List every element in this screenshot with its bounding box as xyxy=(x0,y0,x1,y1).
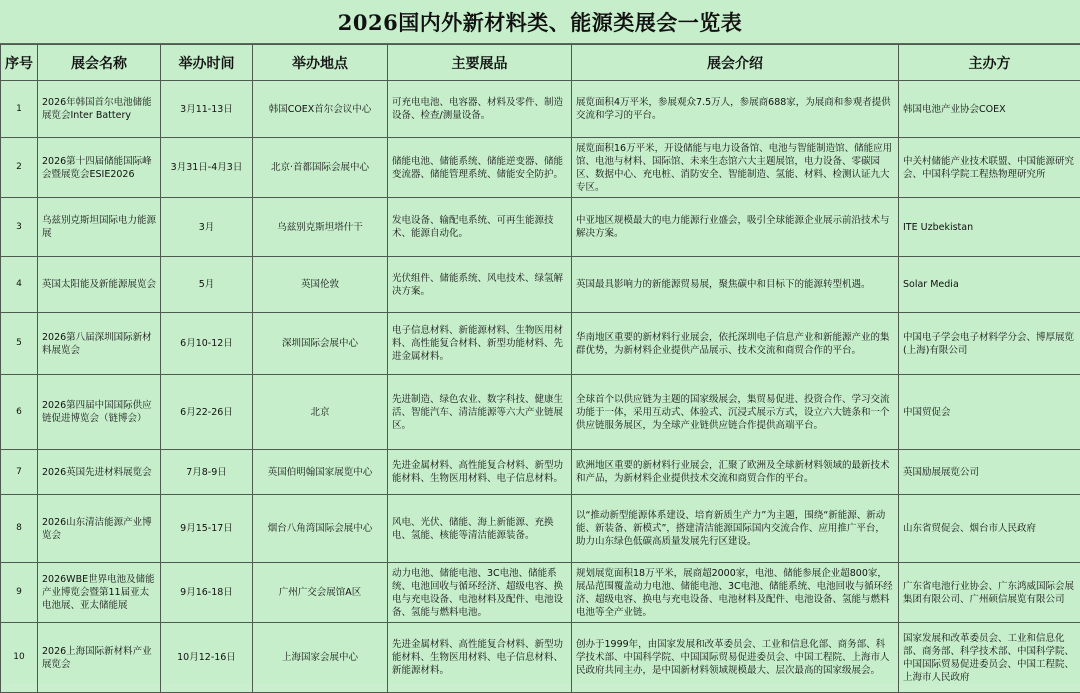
cell-intro: 创办于1999年，由国家发展和改革委员会、工业和信息化部、商务部、科学技术部、中国科学院、中国国际贸易促进委员会、中国工程院、上海市人民政府共同主办，是中国新材料领域规模最大、层次最高的国家级展会。 xyxy=(572,623,899,693)
cell-intro: 华南地区重要的新材料行业展会，依托深圳电子信息产业和新能源产业的集群优势，为新材料企业提供产品展示、技术交流和商贸合作的平台。 xyxy=(572,313,899,375)
header-intro: 展会介绍 xyxy=(572,45,899,81)
table-row xyxy=(1,313,1080,375)
cell-intro: 中亚地区规模最大的电力能源行业盛会，吸引全球能源企业展示前沿技术与解决方案。 xyxy=(572,198,899,257)
cell-exhibits: 先进制造、绿色农业、数字科技、健康生活、智能汽车、清洁能源等六大产业链展区。 xyxy=(388,375,572,450)
cell-time: 3月 xyxy=(161,198,253,257)
cell-no: 5 xyxy=(1,313,38,375)
exhibition-table xyxy=(0,44,1080,693)
table-row xyxy=(1,450,1080,495)
table-row xyxy=(1,375,1080,450)
cell-time: 6月22-26日 xyxy=(161,375,253,450)
table-row xyxy=(1,495,1080,563)
cell-name: 2026第八届深圳国际新材料展览会 xyxy=(38,313,161,375)
cell-no: 2 xyxy=(1,138,38,198)
cell-place: 韩国COEX首尔会议中心 xyxy=(253,81,388,138)
cell-no: 1 xyxy=(1,81,38,138)
cell-organizer: 山东省贸促会、烟台市人民政府 xyxy=(899,495,1080,563)
cell-exhibits: 储能电池、储能系统、储能逆变器、储能变流器、储能管理系统、储能安全防护。 xyxy=(388,138,572,198)
cell-intro: 欧洲地区重要的新材料行业展会，汇聚了欧洲及全球新材料领域的最新技术和产品，为新材料企业提供技术交流和商贸合作的平台。 xyxy=(572,450,899,495)
header-no: 序号 xyxy=(1,45,38,81)
cell-exhibits: 电子信息材料、新能源材料、生物医用材料、高性能复合材料、新型功能材料、先进金属材料。 xyxy=(388,313,572,375)
cell-organizer: 中国贸促会 xyxy=(899,375,1080,450)
cell-name: 2026英国先进材料展览会 xyxy=(38,450,161,495)
table-row xyxy=(1,623,1080,693)
header-row xyxy=(1,45,1080,81)
cell-place: 北京 xyxy=(253,375,388,450)
cell-name: 2026WBE世界电池及储能产业博览会暨第11届亚太电池展、亚太储能展 xyxy=(38,563,161,623)
cell-place: 烟台八角湾国际会展中心 xyxy=(253,495,388,563)
cell-intro: 以“推动新型能源体系建设、培育新质生产力”为主题，围绕“新能源、新动能、新装备、新模式”，搭建清洁能源国际国内交流合作、应用推广平台，助力山东绿色低碳高质量发展先行区建设。 xyxy=(572,495,899,563)
cell-place: 广州广交会展馆A区 xyxy=(253,563,388,623)
cell-exhibits: 先进金属材料、高性能复合材料、新型功能材料、生物医用材料、电子信息材料。 xyxy=(388,450,572,495)
header-place: 举办地点 xyxy=(253,45,388,81)
table-row xyxy=(1,257,1080,313)
cell-intro: 英国最具影响力的新能源贸易展，聚焦碳中和目标下的能源转型机遇。 xyxy=(572,257,899,313)
cell-no: 6 xyxy=(1,375,38,450)
cell-time: 10月12-16日 xyxy=(161,623,253,693)
table-row xyxy=(1,138,1080,198)
sheet-title: 2026国内外新材料类、能源类展会一览表 xyxy=(0,0,1080,44)
table-row xyxy=(1,198,1080,257)
cell-place: 英国伯明翰国家展览中心 xyxy=(253,450,388,495)
cell-exhibits: 光伏组件、储能系统、风电技术、绿氢解决方案。 xyxy=(388,257,572,313)
cell-exhibits: 可充电电池、电容器、材料及零件、制造设备、检查/测量设备。 xyxy=(388,81,572,138)
cell-name: 2026第四届中国国际供应链促进博览会（链博会） xyxy=(38,375,161,450)
cell-name: 2026上海国际新材料产业展览会 xyxy=(38,623,161,693)
cell-no: 8 xyxy=(1,495,38,563)
cell-organizer: 广东省电池行业协会、广东鸿威国际会展集团有限公司、广州硕信展览有限公司 xyxy=(899,563,1080,623)
cell-time: 3月31日-4月3日 xyxy=(161,138,253,198)
cell-intro: 规划展览面积18万平米，展商超2000家，电池、储能参展企业超800家，展品范围覆盖动力电池、储能电池、3C电池、储能系统、电池回收与循环经济、超级电容、换电与充电设备、电池材料及配件、电池设备、氢能与燃料电池等全产业链。 xyxy=(572,563,899,623)
cell-exhibits: 风电、光伏、储能、海上新能源、充换电、氢能、核能等清洁能源装备。 xyxy=(388,495,572,563)
cell-time: 5月 xyxy=(161,257,253,313)
cell-organizer: 中关村储能产业技术联盟、中国能源研究会、中国科学院工程热物理研究所 xyxy=(899,138,1080,198)
cell-time: 3月11-13日 xyxy=(161,81,253,138)
cell-place: 英国伦敦 xyxy=(253,257,388,313)
cell-name: 乌兹别克斯坦国际电力能源展 xyxy=(38,198,161,257)
cell-name: 2026第十四届储能国际峰会暨展览会ESIE2026 xyxy=(38,138,161,198)
cell-organizer: 国家发展和改革委员会、工业和信息化部、商务部、科学技术部、中国科学院、中国国际贸易促进委员会、中国工程院、上海市人民政府 xyxy=(899,623,1080,693)
cell-organizer: Solar Media xyxy=(899,257,1080,313)
table-row xyxy=(1,563,1080,623)
cell-place: 上海国家会展中心 xyxy=(253,623,388,693)
header-exhibits: 主要展品 xyxy=(388,45,572,81)
cell-organizer: 中国电子学会电子材料学分会、博厚展览(上海)有限公司 xyxy=(899,313,1080,375)
cell-no: 7 xyxy=(1,450,38,495)
cell-intro: 展览面积4万平米，参展观众7.5万人，参展商688家，为展商和参观者提供交流和学习的平台。 xyxy=(572,81,899,138)
cell-name: 2026山东清洁能源产业博览会 xyxy=(38,495,161,563)
cell-time: 7月8-9日 xyxy=(161,450,253,495)
table-row xyxy=(1,81,1080,138)
cell-no: 10 xyxy=(1,623,38,693)
cell-no: 4 xyxy=(1,257,38,313)
cell-place: 北京·首都国际会展中心 xyxy=(253,138,388,198)
cell-time: 9月15-17日 xyxy=(161,495,253,563)
cell-place: 深圳国际会展中心 xyxy=(253,313,388,375)
cell-organizer: 韩国电池产业协会COEX xyxy=(899,81,1080,138)
header-organizer: 主办方 xyxy=(899,45,1080,81)
cell-organizer: ITE Uzbekistan xyxy=(899,198,1080,257)
cell-organizer: 英国励展展览公司 xyxy=(899,450,1080,495)
cell-exhibits: 动力电池、储能电池、3C电池、储能系统、电池回收与循环经济、超级电容、换电与充电设备、电池材料及配件、电池设备、氢能与燃料电池。 xyxy=(388,563,572,623)
cell-intro: 展览面积16万平米，开设储能与电力设备馆、电池与智能制造馆、储能应用馆、电池与材料、国际馆、未来生态馆六大主题展馆，电力设备、零碳园区、数据中心、充电桩、消防安全、智能制造、氢能、材料、检测认证九大专区。 xyxy=(572,138,899,198)
cell-name: 英国太阳能及新能源展览会 xyxy=(38,257,161,313)
cell-exhibits: 先进金属材料、高性能复合材料、新型功能材料、生物医用材料、电子信息材料、新能源材料。 xyxy=(388,623,572,693)
cell-time: 9月16-18日 xyxy=(161,563,253,623)
cell-place: 乌兹别克斯坦塔什干 xyxy=(253,198,388,257)
cell-intro: 全球首个以供应链为主题的国家级展会，集贸易促进、投资合作、学习交流功能于一体，采用互动式、体验式、沉浸式展示方式，设立六大链条和一个供应链服务展区，为全球产业链供应链合作提供高端平台。 xyxy=(572,375,899,450)
cell-time: 6月10-12日 xyxy=(161,313,253,375)
cell-no: 9 xyxy=(1,563,38,623)
cell-name: 2026年韩国首尔电池储能展览会Inter Battery xyxy=(38,81,161,138)
cell-exhibits: 发电设备、输配电系统、可再生能源技术、能源自动化。 xyxy=(388,198,572,257)
cell-no: 3 xyxy=(1,198,38,257)
header-name: 展会名称 xyxy=(38,45,161,81)
header-time: 举办时间 xyxy=(161,45,253,81)
